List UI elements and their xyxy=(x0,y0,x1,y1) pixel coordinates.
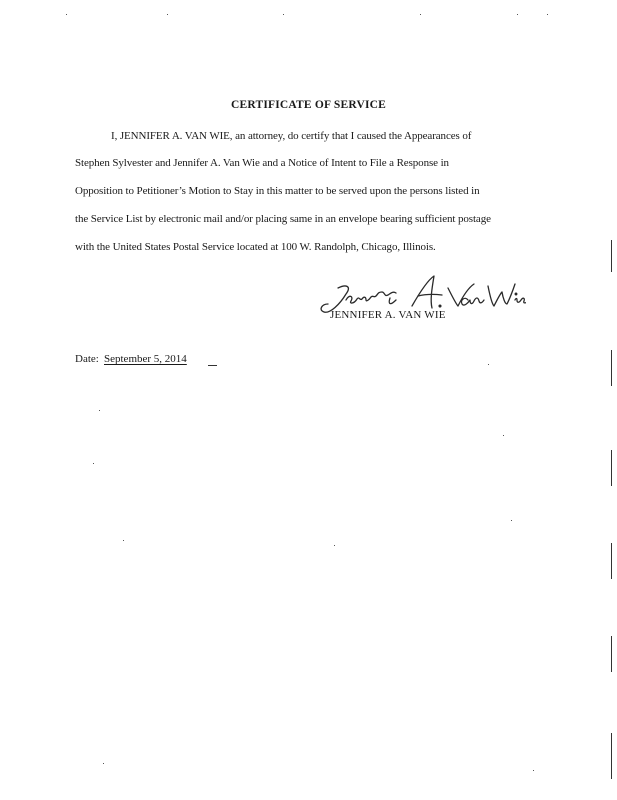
scan-mark xyxy=(611,733,612,779)
body-line-4: the Service List by electronic mail and/or placing same in an envelope bearing sufficient postage xyxy=(75,213,491,225)
scan-mark xyxy=(611,636,612,672)
body-line-1: I, JENNIFER A. VAN WIE, an attorney, do certify that I caused the Appearances of xyxy=(111,130,472,142)
scan-speck xyxy=(511,520,512,521)
scan-speck xyxy=(517,14,518,15)
scan-speck xyxy=(93,463,94,464)
scan-speck xyxy=(103,763,104,764)
scan-speck xyxy=(503,435,504,436)
body-line-3: Opposition to Petitioner’s Motion to Stay in this matter to be served upon the persons listed in xyxy=(75,185,480,197)
scan-speck xyxy=(420,14,421,15)
body-line-5: with the United States Postal Service located at 100 W. Randolph, Chicago, Illinois. xyxy=(75,241,436,253)
scan-speck xyxy=(167,14,168,15)
certificate-title: CERTIFICATE OF SERVICE xyxy=(230,99,387,111)
scan-mark xyxy=(611,350,612,386)
scan-speck xyxy=(488,364,489,365)
scan-speck xyxy=(123,540,124,541)
scan-speck xyxy=(66,14,67,15)
handwritten-signature xyxy=(316,270,526,330)
printed-signer-name: JENNIFER A. VAN WIE xyxy=(330,309,446,321)
date-value: September 5, 2014 xyxy=(104,353,187,365)
date-label: Date: xyxy=(75,353,99,365)
body-line-2: Stephen Sylvester and Jennifer A. Van Wie and a Notice of Intent to File a Response in xyxy=(75,157,449,169)
scan-mark xyxy=(611,543,612,579)
scan-speck xyxy=(547,14,548,15)
scan-speck xyxy=(283,14,284,15)
date-underline xyxy=(208,365,217,366)
scan-mark xyxy=(611,240,612,272)
scan-speck xyxy=(533,770,534,771)
scan-mark xyxy=(611,450,612,486)
scan-speck xyxy=(99,410,100,411)
scan-speck xyxy=(334,545,335,546)
